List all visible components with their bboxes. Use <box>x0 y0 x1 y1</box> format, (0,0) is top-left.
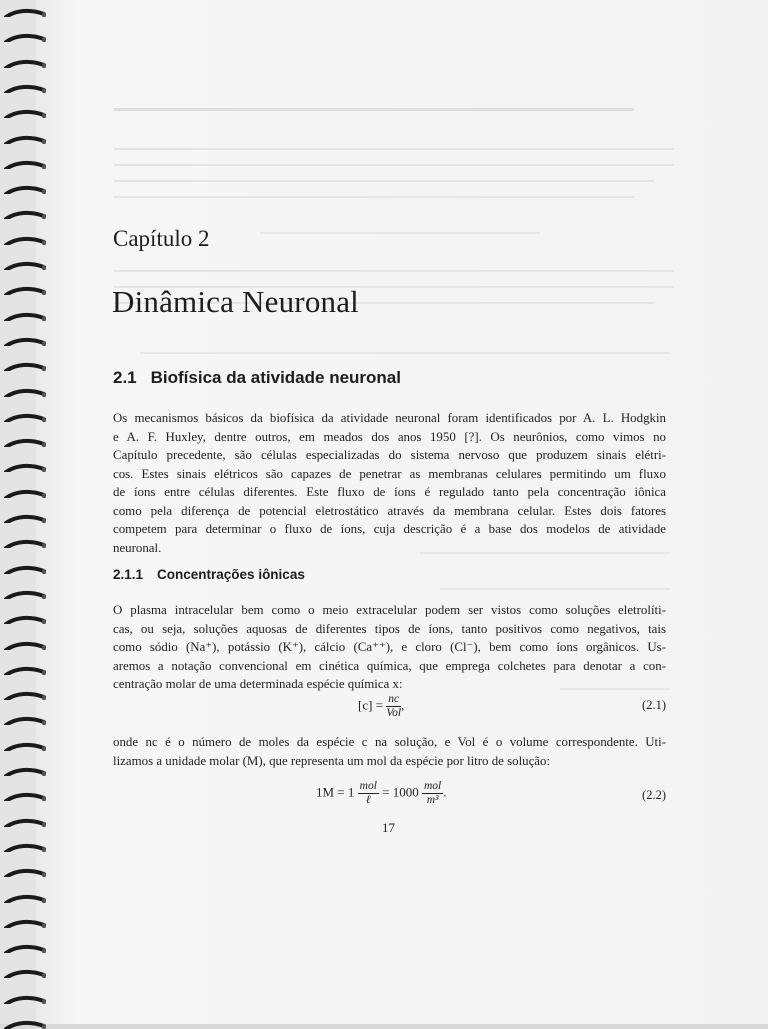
equation-2-2 <box>316 780 446 807</box>
spiral-coil <box>4 792 46 801</box>
spiral-coil <box>4 641 46 650</box>
spiral-coil <box>4 742 46 751</box>
fraction-denominator: ℓ <box>365 794 371 806</box>
spiral-coil <box>4 236 46 245</box>
paragraph-line: Os mecanismos básicos da biofísica da atividade neuronal foram identificados por A. L. Hodgkin <box>113 411 666 425</box>
fraction-denominator: Vol <box>386 707 402 719</box>
section-paragraph <box>113 409 666 557</box>
chapter-title: Dinâmica Neuronal <box>112 284 359 319</box>
section-heading <box>113 368 401 388</box>
spiral-coil <box>4 995 46 1004</box>
paragraph-line: neuronal. <box>113 540 162 555</box>
equation-number: (2.2) <box>642 788 666 802</box>
fraction-denominator: m³ <box>426 794 439 806</box>
spiral-coil <box>4 84 46 93</box>
spiral-coil <box>4 413 46 422</box>
spiral-coil <box>4 135 46 144</box>
paragraph-line: como sódio (Na⁺), potássio (K⁺), cálcio (Ca⁺⁺), e cloro (Cl⁻), bem como íons orgânicos. Us- <box>113 640 666 654</box>
spiral-coil <box>4 388 46 397</box>
paragraph-line: aremos a notação convencional em cinética química, que emprega colchetes para denotar a con- <box>113 658 666 673</box>
equation-2-1 <box>358 693 404 720</box>
spiral-coil <box>4 337 46 346</box>
spiral-coil <box>4 565 46 574</box>
spiral-coil <box>4 868 46 877</box>
spiral-coil <box>4 8 46 17</box>
subsection-title: Concentrações iônicas <box>157 567 305 582</box>
paragraph-line: onde nc é o número de moles da espécie c na solução, e Vol é o volume correspondente. Uti- <box>113 735 666 749</box>
paragraph-line: cos. Estes sinais elétricos são capazes de penetrar as membranas celulares permitindo um fluxo <box>113 466 666 481</box>
equation-lhs: [c] = <box>358 697 384 713</box>
equation-mid: = 1000 <box>382 784 419 800</box>
fraction-numerator: nc <box>388 693 400 705</box>
spiral-coil <box>4 312 46 321</box>
subsection-number: 2.1.1 <box>113 567 144 582</box>
paragraph-line: lizamos a unidade molar (M), que representa um mol da espécie por litro de solução: <box>113 753 551 768</box>
equation-suffix: . <box>443 784 447 800</box>
equation-number: (2.1) <box>642 698 666 712</box>
spiral-coil <box>4 615 46 624</box>
paragraph-line: cas, ou seja, soluções aquosas de diferentes tipos de íons, tanto positivos como negativos, tais <box>113 621 666 636</box>
equation-fraction <box>422 780 443 807</box>
spiral-coil <box>4 514 46 523</box>
paragraph-line: centração molar de uma determinada espécie química x: <box>113 677 403 691</box>
fraction-numerator: mol <box>423 780 442 792</box>
spiral-coil <box>4 362 46 371</box>
spiral-coil <box>4 261 46 270</box>
paragraph-line: como pela diferença de potencial eletrostático através da membrana celular. Estes dois fatores <box>113 503 666 518</box>
paragraph-line: O plasma intracelular bem como o meio extracelular podem ser vistos como soluções eletrolíti- <box>113 603 666 617</box>
equation-fraction <box>386 693 401 720</box>
spiral-coil <box>4 590 46 599</box>
subsection-paragraph-2 <box>113 733 666 770</box>
equation-fraction <box>358 780 379 807</box>
spiral-coil <box>4 463 46 472</box>
spiral-coil <box>4 438 46 447</box>
spiral-coil <box>4 919 46 928</box>
spiral-coil <box>4 944 46 953</box>
equation-suffix: , <box>401 697 405 713</box>
paragraph-line: competem para determinar o fluxo de íons, cuja descrição é a base dos modelos de atividade <box>113 522 666 536</box>
spiral-coil <box>4 539 46 548</box>
spiral-coil <box>4 59 46 68</box>
spiral-coil <box>4 666 46 675</box>
section-title: Biofísica da atividade neuronal <box>150 368 401 387</box>
paragraph-line: de íons entre células diferentes. Este fluxo de íons é regulado tanto pela concentração iônica <box>113 485 666 499</box>
spiral-coil <box>4 489 46 498</box>
spiral-coil <box>4 969 46 978</box>
spiral-coil <box>4 185 46 194</box>
spiral-coil <box>4 160 46 169</box>
spiral-coil <box>4 716 46 725</box>
spiral-coil <box>4 843 46 852</box>
spiral-coil <box>4 33 46 42</box>
paragraph-line: e A. F. Huxley, dentre outros, em meados dos anos 1950 [?]. Os neurônios, como vimos no <box>113 429 666 444</box>
subsection-heading <box>113 567 305 582</box>
spiral-coil <box>4 818 46 827</box>
spiral-coil <box>4 1020 46 1029</box>
spiral-coil <box>4 894 46 903</box>
chapter-label: Capítulo 2 <box>113 226 210 251</box>
spiral-coil <box>4 210 46 219</box>
paragraph-line: Capítulo precedente, são células especializadas do sistema nervoso que produzem sinais elétri- <box>113 448 666 462</box>
spiral-coil <box>4 286 46 295</box>
spiral-coil <box>4 109 46 118</box>
spiral-coil <box>4 767 46 776</box>
page-number: 17 <box>382 820 395 835</box>
spiral-coil <box>4 691 46 700</box>
section-number: 2.1 <box>113 368 137 387</box>
subsection-paragraph <box>113 601 666 694</box>
fraction-numerator: mol <box>359 780 377 792</box>
equation-lhs: 1M = 1 <box>316 784 355 800</box>
